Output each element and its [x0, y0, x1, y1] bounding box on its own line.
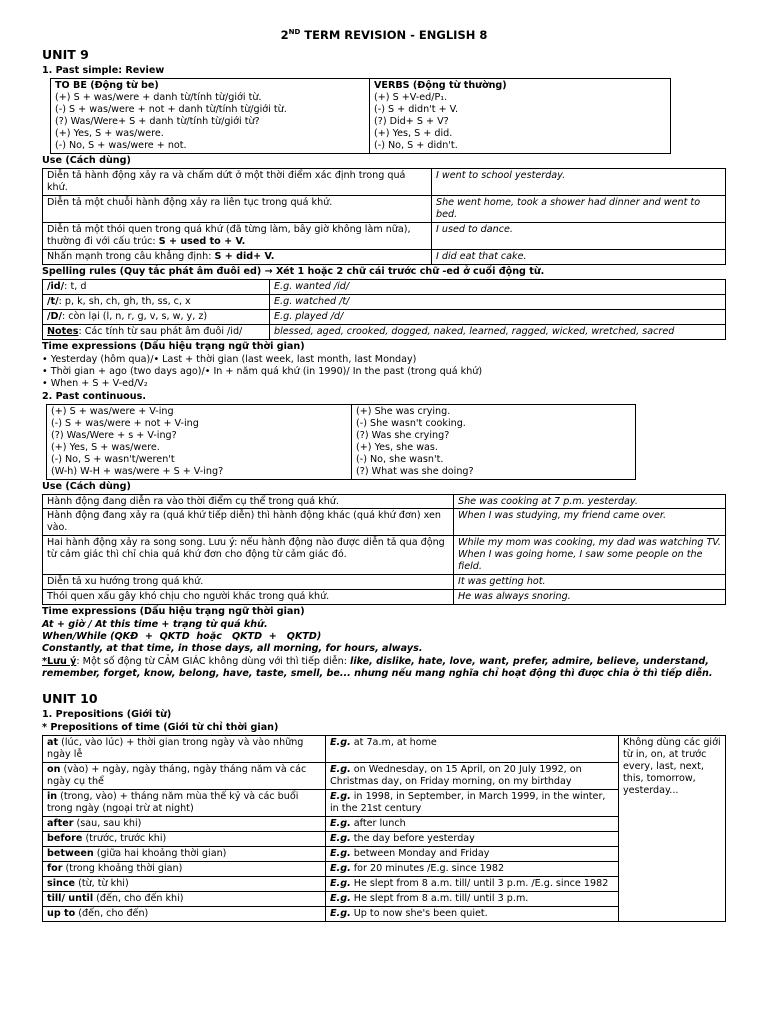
table-row: Nhấn mạnh trong câu khẳng định: S + did+ V. I did eat that cake.: [43, 249, 726, 264]
table-row: Hành động đang xảy ra (quá khứ tiếp diễn) thì hành động khác (quá khứ đơn) xen vào. When I was studying, my friend came over.: [43, 509, 726, 536]
time-expressions-heading: Time expressions (Dấu hiệu trạng ngữ thời gian): [42, 340, 305, 352]
time-expression-line: Constantly, at that time, in those days, all morning, for hours, always.: [42, 643, 423, 655]
table-row: before (trước, trước khi) E.g. the day before yesterday: [43, 831, 726, 846]
spelling-rules-heading: Spelling rules (Quy tắc phát âm đuôi ed) → Xét 1 hoặc 2 chữ cái trước chữ -ed ở cuối động từ.: [42, 265, 545, 277]
time-expressions-2-heading: Time expressions (Dấu hiệu trạng ngữ thời gian): [42, 606, 305, 618]
table-row: Diễn tả một chuỗi hành động xảy ra liên tục trong quá khứ. She went home, took a shower had dinner and went to bed.: [43, 195, 726, 222]
table-row: at (lúc, vào lúc) + thời gian trong ngày và vào những ngày lễ E.g. at 7a.m, at home Không dùng các giới từ in, on, at trước every, last, next, this, tomorrow, yesterday...: [43, 735, 726, 762]
past-continuous-forms-table: [46, 404, 636, 480]
table-row: /D/: còn lại (l, n, r, g, v, s, w, y, z) E.g. played /d/: [43, 309, 726, 324]
unit10-heading: UNIT 10: [42, 691, 98, 707]
verb-row: (-) No, S + didn't.: [374, 139, 458, 151]
document-page: [42, 28, 726, 922]
page-title: 2ND TERM REVISION - ENGLISH 8: [280, 28, 488, 42]
past-simple-forms-table: [50, 78, 671, 154]
tobe-row: (?) Was/Were+ S + danh từ/tính từ/giới từ?: [55, 115, 260, 127]
spelling-rules-table: [42, 279, 726, 340]
table-row: on (vào) + ngày, ngày tháng, ngày tháng năm và các ngày cụ thể E.g. on Wednesday, on 15 April, on 20 July 1992, on Christmas day, on Friday morning, on my birthday: [43, 762, 726, 789]
table-row: up to (đến, cho đến) E.g. Up to now she's been quiet.: [43, 906, 726, 921]
prepositions-time-heading: * Prepositions of time (Giới từ chỉ thời gian): [42, 721, 279, 733]
past-simple-use-table: [42, 168, 726, 265]
table-row: /t/: p, k, sh, ch, gh, th, ss, c, x E.g. watched /t/: [43, 294, 726, 309]
table-row: in (trong, vào) + tháng năm mùa thế kỷ và các buổi trong ngày (ngoại trừ at night) E.g. in 1998, in September, in March 1999, in the winter, in the 21st century: [43, 789, 726, 816]
verb-row: (+) S +V-ed/P₁.: [374, 91, 448, 103]
past-continuous-use-table: [42, 494, 726, 606]
verb-row: (+) Yes, S + did.: [374, 127, 453, 139]
prepositions-table: [42, 735, 726, 922]
time-expression-line: • Thời gian + ago (two days ago)/• In + năm quá khứ (in 1990)/ In the past (trong quá khứ): [42, 365, 483, 377]
past-simple-heading: 1. Past simple: Review: [42, 65, 165, 76]
table-row: Diễn tả một thói quen trong quá khứ (đã từng làm, bây giờ không làm nữa), thường đi với cấu trúc: S + used to + V. I used to dance.: [43, 222, 726, 249]
use2-heading: Use (Cách dùng): [42, 480, 131, 492]
table-row: Diễn tả xu hướng trong quá khứ. It was getting hot.: [43, 575, 726, 590]
time-expression-line: • When + S + V-ed/V₂: [42, 377, 148, 389]
tobe-row: (+) Yes, S + was/were.: [55, 127, 164, 139]
verb-row: (-) S + didn't + V.: [374, 103, 459, 115]
table-row: Diễn tả hành động xảy ra và chấm dứt ở một thời điểm xác định trong quá khứ. I went to school yesterday.: [43, 168, 726, 195]
pc-examples-column: (+) She was crying. (-) She wasn't cooking. (?) Was she crying? (+) Yes, she was. (-) No, she wasn't. (?) What was she doing?: [352, 404, 636, 479]
verbs-header: VERBS (Động từ thường): [374, 79, 507, 91]
tobe-column: [51, 78, 370, 153]
past-continuous-heading: 2. Past continuous.: [42, 390, 146, 402]
use-heading: Use (Cách dùng): [42, 154, 131, 166]
unit9-heading: UNIT 9: [42, 47, 89, 63]
pc-forms-column: (+) S + was/were + V-ing (-) S + was/were + not + V-ing (?) Was/Were + s + V-ing? (+) Yes, S + was/were. (-) No, S + wasn't/weren't (W-h) W-H + was/were + S + V-ing?: [47, 404, 352, 479]
table-row: /id/: t, d E.g. wanted /id/: [43, 279, 726, 294]
tobe-row: (-) No, S + was/were + not.: [55, 139, 187, 151]
time-expression-line: When/While (QKĐ + QKTD hoặc QKTD + QKTD): [42, 631, 322, 643]
verbs-column: [370, 78, 671, 153]
table-row: Thói quen xấu gây khó chịu cho người khác trong quá khứ. He was always snoring.: [43, 590, 726, 605]
verb-row: (?) Did+ S + V?: [374, 115, 449, 127]
table-row: Hai hành động xảy ra song song. Lưu ý: nếu hành động nào được diễn tả qua động từ cảm giác thì chỉ chia quá khứ đơn cho động từ cảm giác đó. While my mom was cooking, my dad was watching TV. When I was going home, I saw some people on the field.: [43, 536, 726, 575]
table-row: Notes: Các tính từ sau phát âm đuôi /id/ blessed, aged, crooked, dogged, naked, learned, ragged, wicked, wretched, sacred: [43, 324, 726, 339]
time-expression-line: At + giờ / At this time + trạng từ quá khứ.: [42, 619, 268, 631]
tobe-header: TO BE (Động từ be): [55, 79, 159, 91]
table-row: for (trong khoảng thời gian) E.g. for 20 minutes /E.g. since 1982: [43, 861, 726, 876]
table-row: till/ until (đến, cho đến khi) E.g. He slept from 8 a.m. till/ until 3 p.m.: [43, 891, 726, 906]
prepositions-heading: 1. Prepositions (Giới từ): [42, 708, 172, 720]
side-note: Không dùng các giới từ in, on, at trước every, last, next, this, tomorrow, yesterday...: [619, 735, 726, 816]
tobe-row: (-) S + was/were + not + danh từ/tính từ/giới từ.: [55, 103, 287, 115]
tobe-row: (+) S + was/were + danh từ/tính từ/giới từ.: [55, 91, 262, 103]
table-row: between (giữa hai khoảng thời gian) E.g. between Monday and Friday: [43, 846, 726, 861]
table-row: after (sau, sau khi) E.g. after lunch: [43, 816, 726, 831]
note-paragraph: *Lưu ý: Một số động từ CẢM GIÁC không dùng với thì tiếp diễn: like, dislike, hate, love, want, prefer, admire, believe, understand, remember, forget, know, belong, have, taste, smell, be... nhưng nếu mang nghĩa chỉ hoạt động thì được chia ở thì tiếp diễn.: [42, 656, 713, 680]
table-row: since (từ, từ khi) E.g. He slept from 8 a.m. till/ until 3 p.m. /E.g. since 1982: [43, 876, 726, 891]
table-row: Hành động đang diễn ra vào thời điểm cụ thể trong quá khứ. She was cooking at 7 p.m. yesterday.: [43, 494, 726, 509]
time-expression-line: • Yesterday (hôm qua)/• Last + thời gian (last week, last month, last Monday): [42, 353, 417, 365]
